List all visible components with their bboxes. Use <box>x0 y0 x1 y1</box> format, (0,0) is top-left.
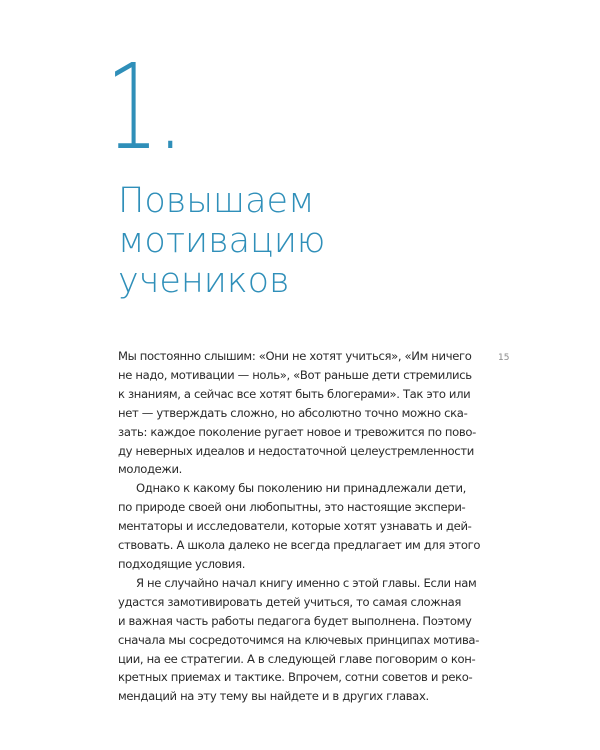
chapter-title-line: учеников <box>118 261 290 301</box>
paragraph-line: подходящие условия. <box>118 556 246 571</box>
chapter-title <box>118 181 448 301</box>
paragraph-line: нет — утверждать сложно, но абсолютно точно можно ска- <box>118 405 468 420</box>
paragraph-line: зать: каждое поколение ругает новое и тревожится по пово- <box>118 424 476 439</box>
paragraph-line: не надо, мотивации — ноль», «Вот раньше дети стремились <box>118 367 472 382</box>
chapter-title-line: мотивацию <box>118 221 326 261</box>
page-number: 15 <box>498 353 510 363</box>
body-text <box>118 347 488 706</box>
paragraph-line: Я не случайно начал книгу именно с этой главы. Если нам <box>136 575 477 590</box>
paragraph-line: и важная часть работы педагога будет выполнена. Поэтому <box>118 613 472 628</box>
paragraph-line: сначала мы сосредоточимся на ключевых принципах мотива- <box>118 632 480 647</box>
paragraph-line: молодежи. <box>118 462 183 477</box>
paragraph-line: кретных приемах и тактике. Впрочем, сотни советов и реко- <box>118 670 473 685</box>
paragraph-line: удастся замотивировать детей учиться, то самая сложная <box>118 594 461 609</box>
paragraph-line: по природе своей они любопытны, это настоящие экспери- <box>118 500 466 515</box>
paragraph-line: Однако к какому бы поколению ни принадлежали дети, <box>136 481 466 496</box>
paragraph-line: ду неверных идеалов и недостаточной целеустремленности <box>118 443 474 458</box>
paragraph-line: ции, на ее стратегии. А в следующей главе поговорим о кон- <box>118 651 476 666</box>
paragraph-line: Мы постоянно слышим: «Они не хотят учиться», «Им ничего <box>118 349 472 363</box>
paragraph-line: мендаций на эту тему вы найдете и в других главах. <box>118 689 429 704</box>
paragraph-line: к знаниям, а сейчас все хотят быть блогерами». Так это или <box>118 386 471 401</box>
chapter-title-line: Повышаем <box>118 181 315 221</box>
paragraph-line: ствовать. А школа далеко не всегда предлагает им для этого <box>118 538 481 553</box>
paragraph-line: ментаторы и исследователи, которые хотят узнавать и дей- <box>118 519 472 534</box>
chapter-number: 1. <box>106 38 183 176</box>
